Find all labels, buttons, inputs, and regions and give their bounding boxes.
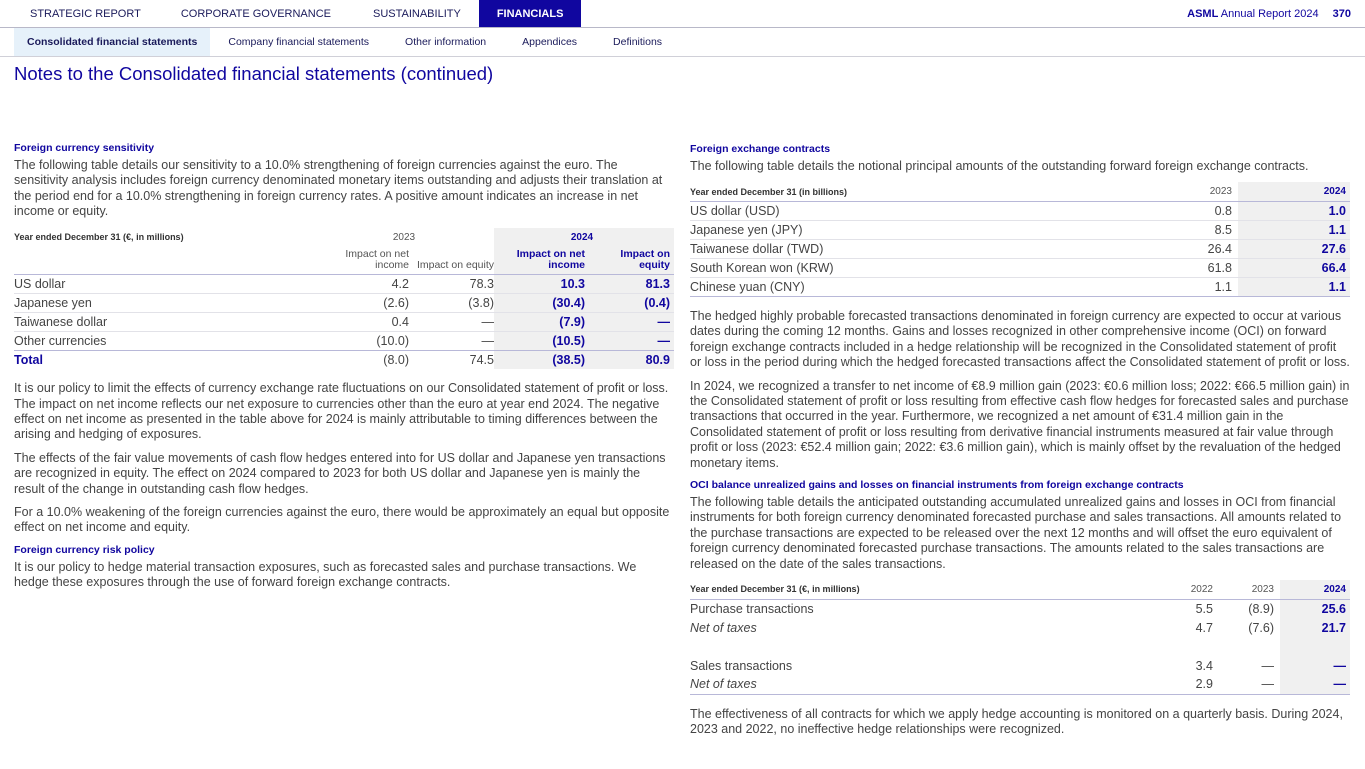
subtab-company[interactable]: Company financial statements: [228, 36, 370, 48]
table-cell: —: [409, 312, 494, 331]
paragraph: In 2024, we recognized a transfer to net income of €8.9 million gain (2023: €0.6 million loss; 2022: €66.5 million gain) in the Consolidated statement of profit or loss resulting from effective cash flow hedges for forecasted sales and purchase transactions that occurred in the year. Furthermore, we recognized a net amount of €31.4 million gain in the Consolidated statement of profit or loss resulting from derivative financial instruments measured at fair value through profit or loss (2023: €52.4 million gain; 2022: €3.6 million gain), which is mainly offset by the revaluation of the hedged monetary items.: [690, 378, 1350, 470]
table-row: [690, 258, 1350, 277]
column-header: Impact on net income: [494, 247, 589, 275]
table-cell: —: [1280, 656, 1350, 675]
table-row: [690, 220, 1350, 239]
brand-name: ASML: [1187, 8, 1219, 20]
table-row: [690, 239, 1350, 258]
table-cell: 81.3: [589, 274, 674, 293]
year-header: 2022: [1133, 580, 1213, 599]
table-cell: Sales transactions: [690, 658, 793, 673]
table-cell: 74.5: [469, 352, 494, 367]
report-brand: [1187, 0, 1351, 28]
paragraph: The effectiveness of all contracts for which we apply hedge accounting is monitored on a quarterly basis. During 2024, 2023 and 2022, no ineffective hedge relationships were recognized.: [690, 706, 1343, 736]
year-header: 2024: [1280, 580, 1350, 599]
table-cell: 0.4: [314, 312, 409, 331]
tab-financials[interactable]: FINANCIALS: [479, 0, 582, 27]
fx-contracts-table: [690, 182, 1350, 297]
table-cell: Taiwanese dollar: [14, 312, 314, 331]
paragraph: The following table details the notional principal amounts of the outstanding forward foreign exchange contracts.: [690, 159, 1309, 173]
table-cell: (2.6): [314, 293, 409, 312]
table-cell: 5.5: [1195, 601, 1213, 616]
table-cell: 25.6: [1280, 599, 1350, 618]
table-cell: 4.7: [1195, 620, 1213, 635]
table-cell: 1.1: [1238, 220, 1350, 239]
table-cell: Other currencies: [14, 331, 314, 350]
table-cell: 26.4: [1153, 239, 1238, 258]
table-cell: (8.0): [383, 352, 409, 367]
oci-balance-table: [690, 580, 1350, 695]
table-caption: Year ended December 31 (€, in millions): [690, 580, 1133, 599]
paragraph: For a 10.0% weakening of the foreign currencies against the euro, there would be approximately an equal but opposite effect on net income and equity.: [14, 504, 670, 535]
table-cell: Japanese yen: [14, 293, 314, 312]
year-header: 2023: [1213, 580, 1280, 599]
table-cell: (8.9): [1248, 601, 1274, 616]
table-cell: 8.5: [1153, 220, 1238, 239]
table-row: [690, 277, 1350, 296]
table-cell: 66.4: [1238, 258, 1350, 277]
year-header: 2023: [1153, 182, 1238, 201]
table-row: [14, 331, 674, 350]
table-cell: Net of taxes: [690, 620, 757, 635]
table-cell: —: [1213, 675, 1280, 694]
table-cell: [1213, 637, 1280, 656]
table-cell: 1.0: [1238, 201, 1350, 220]
table-cell: Japanese yen (JPY): [690, 220, 1153, 239]
paragraph: It is our policy to hedge material transaction exposures, such as forecasted sales and purchase transactions. We hedge these exposures through the use of forward foreign exchange contracts.: [14, 559, 637, 590]
table-cell: 3.4: [1195, 658, 1213, 673]
table-cell: 2.9: [1133, 675, 1213, 694]
table-cell: 4.2: [314, 274, 409, 293]
table-cell: (7.9): [494, 312, 589, 331]
table-cell: Total: [14, 352, 43, 367]
table-cell: Taiwanese dollar (TWD): [690, 239, 1153, 258]
table-cell: South Korean won (KRW): [690, 258, 1153, 277]
table-cell: —: [1280, 675, 1350, 694]
table-cell: 27.6: [1238, 239, 1350, 258]
right-column: [690, 143, 1350, 745]
table-cell: 10.3: [494, 274, 589, 293]
tab-sustainability[interactable]: SUSTAINABILITY: [372, 8, 461, 20]
paragraph: The following table details our sensitivity to a 10.0% strengthening of foreign currencies against the euro. The sensitivity analysis includes foreign currency denominated monetary items outstanding and adjusts their translation at the period end for a 10.0% strengthening in foreign currency rates. A positive amount indicates an increase in net income or equity.: [14, 158, 663, 219]
table-row: [690, 599, 1350, 618]
year-header: 2023: [392, 231, 416, 243]
table-cell: (10.0): [314, 331, 409, 350]
table-row: [14, 274, 674, 293]
table-cell: 78.3: [409, 274, 494, 293]
table-cell: (38.5): [494, 350, 589, 369]
table-cell: US dollar (USD): [690, 201, 1153, 220]
page-number: 370: [1332, 8, 1351, 20]
section-heading: Foreign currency risk policy: [14, 543, 155, 556]
table-cell: (30.4): [494, 293, 589, 312]
table-cell: (7.6): [1248, 620, 1274, 635]
table-cell: 21.7: [1280, 618, 1350, 637]
total-row: [14, 350, 674, 369]
table-cell: 80.9: [589, 350, 674, 369]
sensitivity-table: [14, 228, 674, 370]
paragraph: It is our policy to limit the effects of currency exchange rate fluctuations on our Consolidated statement of profit or loss. The impact on net income reflects our net exposure to currencies other than the euro at year end 2024. The negative effect on net income as presented in the table above for 2024 is mainly attributable to timing differences between the arising and hedging of exposures.: [14, 381, 669, 442]
table-cell: [1280, 637, 1350, 656]
year-header: 2024: [1238, 182, 1350, 201]
table-cell: (0.4): [589, 293, 674, 312]
top-navigation: [0, 0, 1365, 28]
table-cell: 0.8: [1153, 201, 1238, 220]
paragraph: The hedged highly probable forecasted transactions denominated in foreign currency are expected to occur at various dates during the coming 12 months. Gains and losses recognized in other comprehensive income (OCI) on forward foreign exchange contracts included in a hedge relationship will be recognized in the Consolidated statement of profit or loss in the period during which the hedged forecasted transactions affect the Consolidated statement of profit or loss.: [690, 308, 1350, 370]
table-cell: —: [1261, 658, 1274, 673]
subtab-other-information[interactable]: Other information: [405, 36, 487, 48]
table-row: [690, 656, 1350, 675]
table-cell: —: [589, 331, 674, 350]
tab-strategic-report[interactable]: STRATEGIC REPORT: [30, 8, 141, 20]
table-cell: US dollar: [14, 274, 314, 293]
column-header: Impact on equity: [409, 247, 494, 275]
table-cell: —: [409, 331, 494, 350]
year-header: 2024: [494, 228, 674, 247]
table-cell: —: [589, 312, 674, 331]
table-cell: Purchase transactions: [690, 601, 814, 616]
section-heading: Foreign exchange contracts: [690, 143, 831, 155]
table-caption: Year ended December 31 (in billions): [690, 182, 1153, 201]
column-header: Impact on equity: [589, 247, 674, 275]
paragraph: The effects of the fair value movements of cash flow hedges entered into for US dollar and Japanese yen transactions are recognized in equity. The effect on 2024 compared to 2023 for both US dollar and Japanese yen is mainly the result of the change in outstanding cash flow hedges.: [14, 450, 666, 496]
table-cell: Chinese yuan (CNY): [690, 277, 1153, 296]
table-cell: 1.1: [1153, 277, 1238, 296]
table-cell: 1.1: [1238, 277, 1350, 296]
table-cell: 61.8: [1153, 258, 1238, 277]
sub-navigation: [0, 28, 1365, 57]
table-cell: [690, 637, 1133, 656]
table-row: [690, 618, 1350, 637]
table-row: [690, 675, 1350, 694]
subtab-consolidated[interactable]: Consolidated financial statements: [14, 28, 210, 56]
subtab-appendices[interactable]: Appendices: [522, 36, 578, 48]
table-row: [14, 312, 674, 331]
table-cell: (10.5): [494, 331, 589, 350]
table-row: [14, 293, 674, 312]
tab-corporate-governance[interactable]: CORPORATE GOVERNANCE: [180, 8, 331, 20]
subtab-definitions[interactable]: Definitions: [613, 36, 663, 48]
report-name: Annual Report 2024: [1220, 8, 1319, 20]
table-cell: Net of taxes: [690, 675, 1133, 694]
section-heading: OCI balance unrealized gains and losses on financial instruments from foreign exchange contracts: [690, 478, 1184, 491]
left-column: [14, 142, 674, 599]
page-title: Notes to the Consolidated financial statements (continued): [14, 63, 494, 84]
column-header: Impact on net income: [314, 247, 409, 275]
table-cell: (3.8): [409, 293, 494, 312]
table-row: [690, 201, 1350, 220]
paragraph: The following table details the anticipated outstanding accumulated unrealized gains and losses in OCI from financial instruments for both foreign currency denominated forecasted purchase and sales transactions. All amounts related to the purchase transactions are expected to be released over the next 12 months and will offset the euro equivalent of foreign currency denominated forecasted purchase transactions. The amounts related to the sales transactions are released on the date of the sales transactions.: [690, 494, 1342, 571]
table-caption: Year ended December 31 (€, in millions): [14, 232, 184, 243]
table-cell: [1133, 637, 1213, 656]
section-heading: Foreign currency sensitivity: [14, 142, 155, 154]
